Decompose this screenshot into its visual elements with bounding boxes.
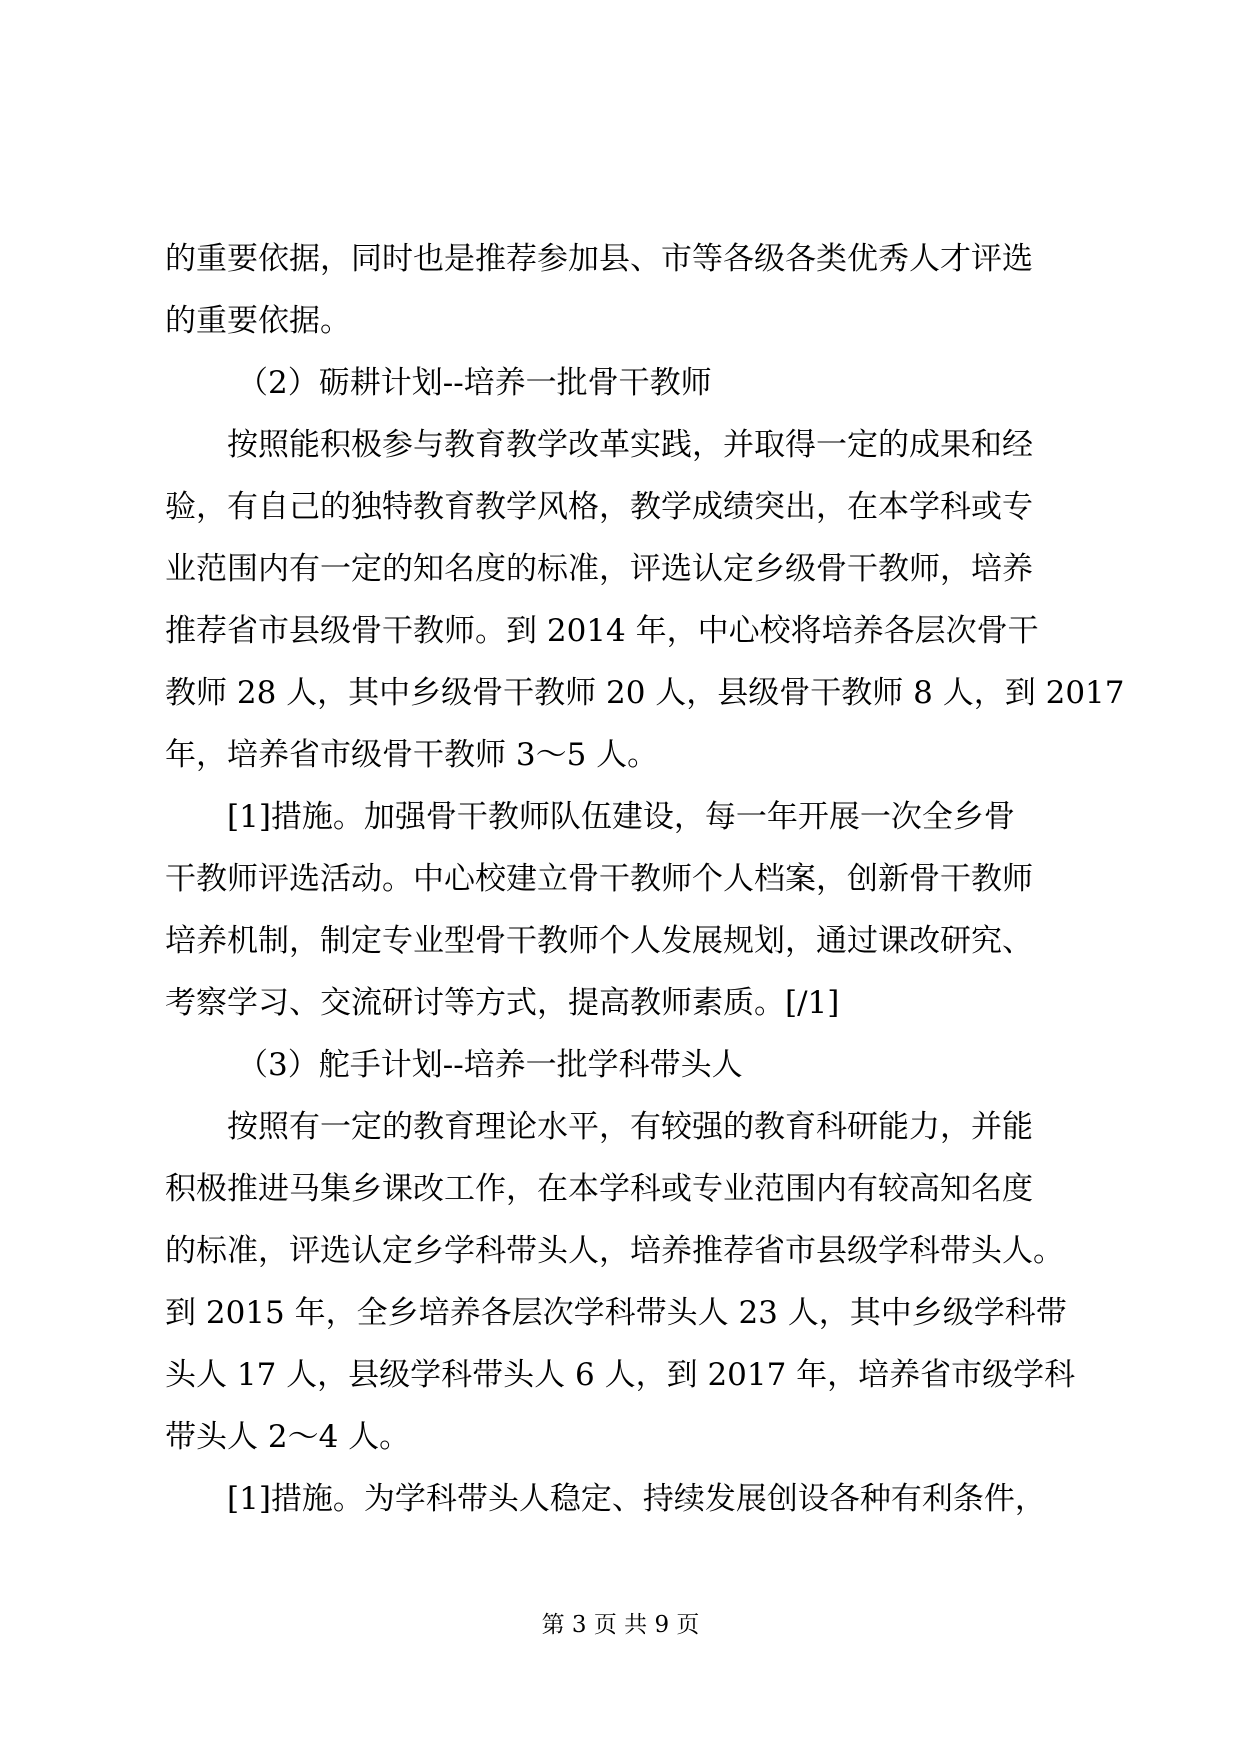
- body-line: 教师 28 人，其中乡级骨干教师 20 人，县级骨干教师 8 人，到 2017: [165, 675, 1125, 711]
- body-line: 验，有自己的独特教育教学风格，教学成绩突出，在本学科或专: [165, 489, 1033, 525]
- section-heading: （3）舵手计划--培养一批学科带头人: [237, 1047, 743, 1083]
- body-line: 业范围内有一定的知名度的标准，评选认定乡级骨干教师，培养: [165, 551, 1033, 587]
- body-line: 的重要依据。: [165, 303, 351, 339]
- page-footer: [0, 1606, 1241, 1639]
- body-line: 年，培养省市级骨干教师 3～5 人。: [165, 737, 659, 773]
- body-line: 培养机制，制定专业型骨干教师个人发展规划，通过课改研究、: [165, 923, 1033, 959]
- page-number: 第 3 页 共 9 页: [541, 1612, 700, 1638]
- paragraph-first-line: [1]措施。为学科带头人稳定、持续发展创设各种有利条件，: [227, 1481, 1046, 1517]
- document-body: [165, 228, 1125, 1530]
- body-line: 的标准，评选认定乡学科带头人，培养推荐省市县级学科带头人。: [165, 1233, 1064, 1269]
- body-line: 带头人 2～4 人。: [165, 1419, 411, 1455]
- body-line: 干教师评选活动。中心校建立骨干教师个人档案，创新骨干教师: [165, 861, 1033, 897]
- body-line: 到 2015 年，全乡培养各层次学科带头人 23 人，其中乡级学科带: [165, 1295, 1067, 1331]
- body-line: 积极推进马集乡课改工作，在本学科或专业范围内有较高知名度: [165, 1171, 1033, 1207]
- paragraph-first-line: 按照有一定的教育理论水平，有较强的教育科研能力，并能: [227, 1109, 1033, 1145]
- body-line: 头人 17 人，县级学科带头人 6 人，到 2017 年，培养省市级学科: [165, 1357, 1076, 1393]
- body-line: 考察学习、交流研讨等方式，提高教师素质。[/1]: [165, 985, 840, 1021]
- paragraph-first-line: 按照能积极参与教育教学改革实践，并取得一定的成果和经: [227, 427, 1033, 463]
- paragraph-first-line: [1]措施。加强骨干教师队伍建设，每一年开展一次全乡骨: [227, 799, 1015, 835]
- section-heading: （2）砺耕计划--培养一批骨干教师: [237, 365, 712, 401]
- body-line: 的重要依据，同时也是推荐参加县、市等各级各类优秀人才评选: [165, 241, 1033, 277]
- body-line: 推荐省市县级骨干教师。到 2014 年，中心校将培养各层次骨干: [165, 613, 1039, 649]
